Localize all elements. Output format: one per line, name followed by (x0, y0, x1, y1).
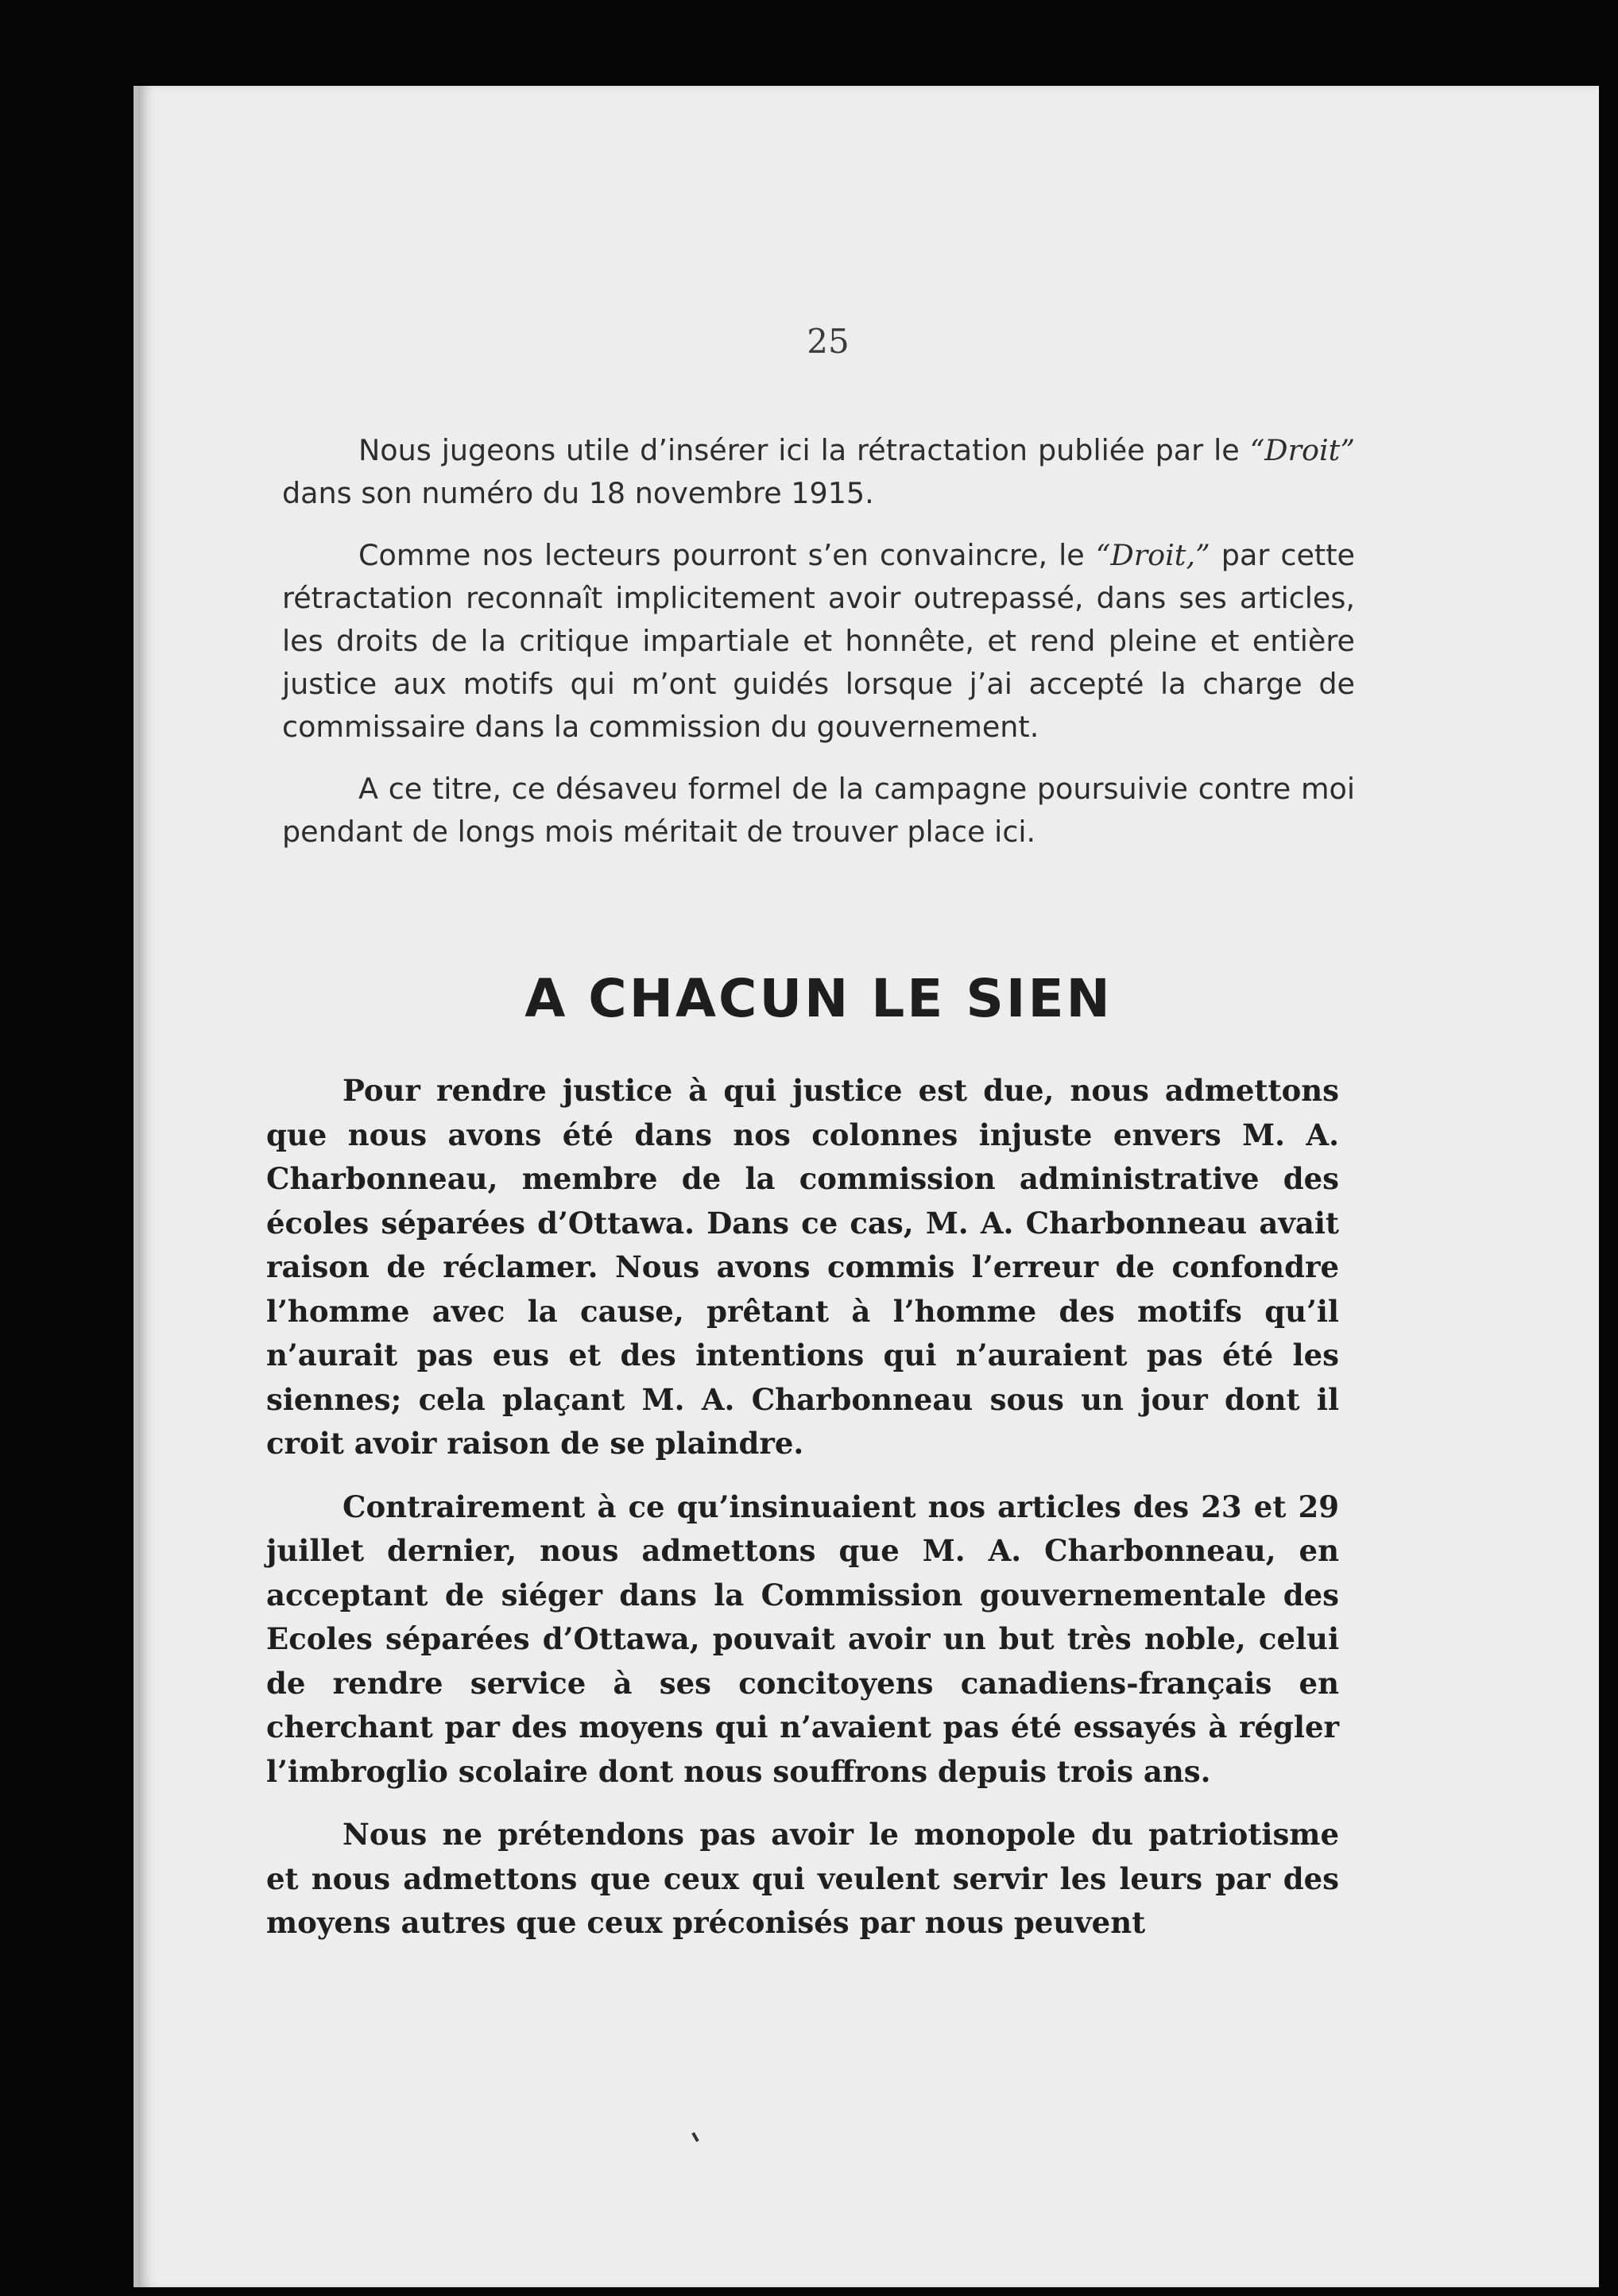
intro-p1-text-a: Nous jugeons utile d’insérer ici la rétractation publiée par le (358, 433, 1250, 467)
intro-paragraph-3: A ce titre, ce désaveu formel de la campagne poursuivie contre moi pendant de longs mois méritait de trouver place ici. (282, 772, 1355, 849)
article-paragraph-3: Nous ne prétendons pas avoir le monopole du patriotisme et nous admettons que ceux qui veulent servir les leurs par des moyens autres que ceux préconisés par nous peuvent (266, 1817, 1339, 1940)
article-paragraph-2: Contrairement à ce qu’insinuaient nos articles des 23 et 29 juillet dernier, nous admettons que M. A. Charbonneau, en acceptant de siéger dans la Commission gouvernementale des Ecoles séparées d’Ottawa, pouvait avoir un but très noble, celui de rendre service à ses concitoyens canadiens-français en cherchant par des moyens qui n’avaient pas été essayés à régler l’imbroglio scolaire dont nous souffrons depuis trois ans. (266, 1489, 1339, 1789)
intro-p1-text-b: dans son numéro du 18 novembre 1915. (282, 476, 874, 510)
article-heading: A CHACUN LE SIEN (524, 968, 1113, 1029)
newspaper-title: “Droit” (1249, 433, 1355, 467)
page-number: 25 (807, 322, 850, 361)
article-paragraph-1: Pour rendre justice à qui justice est due, nous admettons que nous avons été dans nos colonnes injuste envers M. A. Charbonneau, membre de la commission administrative des écoles séparées d’Ottawa. Dans ce cas, M. A. Charbonneau avait raison de réclamer. Nous avons commis l’erreur de confondre l’homme avec la cause, prêtant à l’homme des motifs qu’il n’aurait pas eus et des intentions qui n’auraient pas été les siennes; cela plaçant M. A. Charbonneau sous un jour dont il croit avoir raison de se plaindre. (266, 1073, 1339, 1461)
intro-paragraph-1 (282, 429, 1355, 515)
article-body (266, 1069, 1339, 1965)
intro-section (282, 429, 1355, 873)
intro-p2-text-a: Comme nos lecteurs pourront s’en convaincre, le (358, 538, 1096, 572)
newspaper-title: “Droit,” (1095, 538, 1210, 572)
intro-p2-text-b: par cette rétractation reconnaît implicitement avoir outrepassé, dans ses articles, les droits de la critique impartiale et honnête, et rend pleine et entière justice aux motifs qui m’ont guidés lorsque j’ai accepté la charge de commissaire dans la commission du gouvernement. (282, 538, 1356, 744)
intro-paragraph-2 (282, 534, 1355, 749)
